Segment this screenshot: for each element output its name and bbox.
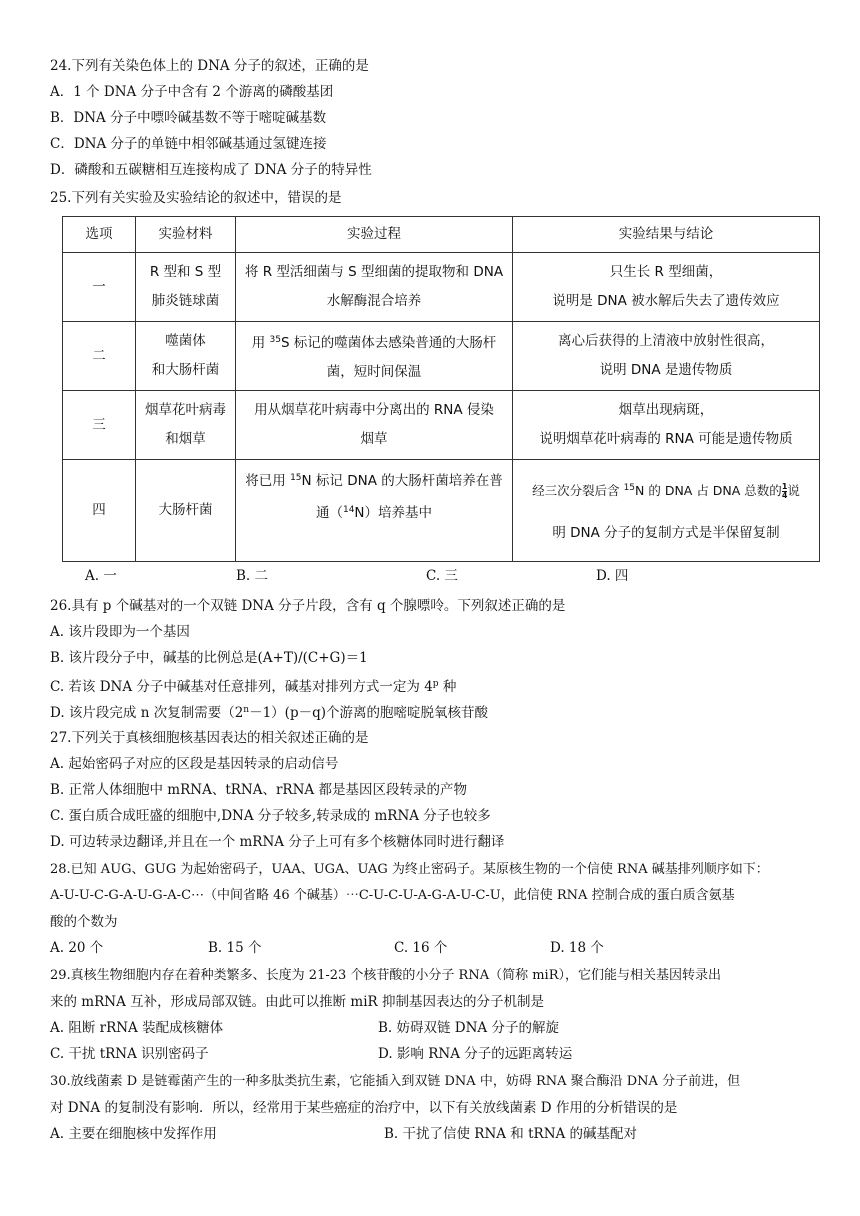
text-fragment: 将已用 <box>245 473 291 489</box>
header-result: 实验结果与结论 <box>513 217 820 253</box>
q28-option-b: B. 15 个 <box>208 940 262 956</box>
q28-stem-line-3: 酸的个数为 <box>50 914 118 930</box>
text-fragment: N 的 DNA 占 DNA 总数的 <box>635 482 782 498</box>
superscript: 15 <box>290 473 302 483</box>
q24-option-d: D．磷酸和五碳糖相互连接构成了 DNA 分子的特异性 <box>50 162 372 178</box>
cell-material: 大肠杆菌 <box>136 460 236 562</box>
q27-option-b: B. 正常人体细胞中 mRNA、tRNA、rRNA 都是基因区段转录的产物 <box>50 782 467 798</box>
q29-option-d: D. 影响 RNA 分子的远距离转运 <box>378 1046 573 1062</box>
q28-option-a: A. 20 个 <box>50 940 104 956</box>
cell-process <box>236 460 513 562</box>
cell-line: 烟草出现病斑， <box>618 402 714 418</box>
cell-line: 说明烟草花叶病毒的 RNA 可能是遗传物质 <box>539 431 793 447</box>
cell-process <box>236 391 513 460</box>
header-process: 实验过程 <box>236 217 513 253</box>
cell-material <box>136 253 236 322</box>
cell-line <box>238 326 510 358</box>
q27-stem: 27.下列关于真核细胞核基因表达的相关叙述正确的是 <box>50 730 369 746</box>
q30-option-b: B. 干扰了信使 RNA 和 tRNA 的碱基配对 <box>384 1126 638 1142</box>
q27-option-d: D. 可边转录边翻译,并且在一个 mRNA 分子上可有多个核糖体同时进行翻译 <box>50 834 505 850</box>
text-fragment: 用 <box>251 334 270 351</box>
q26-option-c <box>50 674 456 697</box>
cell-line: 将 R 型活细菌与 S 型细菌的提取物和 DNA <box>244 264 504 280</box>
q28-stem-line-2: A-U-U-C-G-A-U-G-A-C⋯（中间省略 46 个碱基）⋯C-U-C-U-A-G-A-U-C-U，此信使 RNA 控制合成的蛋白质含氨基 <box>50 888 735 903</box>
superscript: 15 <box>623 482 636 493</box>
q26-option-d <box>50 700 488 723</box>
fraction-numerator: 1 <box>781 481 788 491</box>
q28-stem-line-1: 28.已知 AUG、GUG 为起始密码子，UAA、UGA、UAG 为终止密码子。某原核生物的一个信使 RNA 碱基排列顺序如下： <box>50 862 769 877</box>
q29-stem-line-1: 29.真核生物细胞内存在着种类繁多、长度为 21-23 个核苷酸的小分子 RNA（简称 miR），它们能与相关基因转录出 <box>50 968 722 983</box>
header-option: 选项 <box>63 217 136 253</box>
header-material: 实验材料 <box>136 217 236 253</box>
cell-option: 四 <box>63 460 136 562</box>
experiment-table <box>62 216 820 562</box>
q24-option-c: C．DNA 分子的单链中相邻碱基通过氢键连接 <box>50 136 327 152</box>
fraction-denominator: 4 <box>781 490 788 500</box>
superscript: p <box>432 679 439 689</box>
q26-option-a: A. 该片段即为一个基因 <box>50 624 190 640</box>
cell-line: 噬菌体 <box>165 333 206 349</box>
text-fragment: 种 <box>438 679 457 695</box>
q26-option-b: B. 该片段分子中，碱基的比例总是(A+T)/(C+G)＝1 <box>50 650 368 666</box>
text-fragment: N 标记 DNA 的大肠杆菌培养在普 <box>301 473 503 489</box>
cell-line: 用从烟草花叶病毒中分离出的 RNA 侵染 <box>254 402 494 418</box>
cell-line: 明 DNA 分子的复制方式是半保留复制 <box>552 524 780 541</box>
spacer <box>238 528 510 557</box>
q28-option-c: C. 16 个 <box>394 940 448 956</box>
q27-option-c: C. 蛋白质合成旺盛的细胞中,DNA 分子较多,转录成的 mRNA 分子也较多 <box>50 808 491 824</box>
spacer <box>515 505 817 519</box>
q25-option-b: B. 二 <box>236 568 269 584</box>
q24-option-a: A．1 个 DNA 分子中含有 2 个游离的磷酸基团 <box>50 84 334 100</box>
text-fragment: 通（ <box>315 505 343 521</box>
cell-process <box>236 322 513 391</box>
q25-option-a: A. 一 <box>85 568 117 584</box>
superscript: n <box>243 705 250 715</box>
q24-option-b: B．DNA 分子中嘌呤碱基数不等于嘧啶碱基数 <box>50 110 327 126</box>
text-fragment: 说 <box>787 482 800 498</box>
q29-option-c: C. 干扰 tRNA 识别密码子 <box>50 1046 209 1062</box>
q25-option-d: D. 四 <box>596 568 629 584</box>
q29-option-b: B. 妨碍双链 DNA 分子的解旋 <box>378 1020 559 1036</box>
cell-material <box>136 391 236 460</box>
q29-option-a: A. 阻断 rRNA 装配成核糖体 <box>50 1020 224 1036</box>
cell-line: 烟草 <box>360 431 388 447</box>
q30-stem-line-1: 30.放线菌素 D 是链霉菌产生的一种多肽类抗生素，它能插入到双链 DNA 中，妨碍 RNA 聚合酶沿 DNA 分子前进，但 <box>50 1074 741 1089</box>
text-fragment: 经三次分裂后含 <box>532 482 624 498</box>
cell-line: 和大肠杆菌 <box>151 362 220 378</box>
cell-result <box>513 460 820 562</box>
cell-line: 菌，短时间保温 <box>326 363 422 380</box>
cell-line: 和烟草 <box>165 431 206 447</box>
table-row <box>63 460 820 562</box>
cell-line: 肺炎链球菌 <box>151 293 220 309</box>
q27-option-a: A. 起始密码子对应的区段是基因转录的启动信号 <box>50 756 339 772</box>
table-row <box>63 253 820 322</box>
cell-result <box>513 322 820 391</box>
q29-stem-line-2: 来的 mRNA 互补，形成局部双链。由此可以推断 miR 抑制基因表达的分子机制是 <box>50 994 544 1010</box>
q26-stem: 26.具有 p 个碱基对的一个双链 DNA 分子片段，含有 q 个腺嘌呤。下列叙述正确的是 <box>50 598 566 614</box>
cell-result <box>513 391 820 460</box>
cell-line: 说明 DNA 是遗传物质 <box>599 362 733 378</box>
cell-result <box>513 253 820 322</box>
cell-line <box>238 496 510 528</box>
cell-line: 水解酶混合培养 <box>326 293 422 309</box>
superscript: 35 <box>269 334 281 345</box>
superscript: 14 <box>342 505 355 515</box>
text-fragment: －1）(p－q)个游离的胞嘧啶脱氧核苷酸 <box>249 705 488 721</box>
cell-line <box>238 464 510 496</box>
cell-line <box>515 474 817 505</box>
q25-option-c: C. 三 <box>426 568 458 584</box>
q30-stem-line-2: 对 DNA 的复制没有影响．所以，经常用于某些癌症的治疗中，以下有关放线菌素 D 作用的分析错误的是 <box>50 1100 678 1116</box>
cell-line: 说明是 DNA 被水解后失去了遗传效应 <box>552 293 780 309</box>
cell-option: 三 <box>63 391 136 460</box>
cell-line: 只生长 R 型细菌， <box>609 264 723 280</box>
cell-line: 离心后获得的上清液中放射性很高， <box>558 333 774 349</box>
q30-option-a: A. 主要在细胞核中发挥作用 <box>50 1126 217 1142</box>
text-fragment: S 标记的噬菌体去感染普通的大肠杆 <box>280 334 497 351</box>
table-header-row <box>63 217 820 253</box>
q28-option-d: D. 18 个 <box>550 940 604 956</box>
text-fragment: C. 若该 DNA 分子中碱基对任意排列，碱基对排列方式一定为 4 <box>50 679 433 695</box>
table-row <box>63 391 820 460</box>
table-row <box>63 322 820 391</box>
cell-option: 二 <box>63 322 136 391</box>
cell-line: R 型和 S 型 <box>149 264 222 280</box>
text-fragment: D. 该片段完成 n 次复制需要（2 <box>50 705 244 721</box>
text-fragment: N）培养基中 <box>354 505 433 521</box>
q24-stem: 24.下列有关染色体上的 DNA 分子的叙述，正确的是 <box>50 58 369 74</box>
cell-material <box>136 322 236 391</box>
cell-line: 烟草花叶病毒 <box>145 402 226 418</box>
q25-stem: 25.下列有关实验及实验结论的叙述中，错误的是 <box>50 190 342 206</box>
cell-process <box>236 253 513 322</box>
cell-option: 一 <box>63 253 136 322</box>
